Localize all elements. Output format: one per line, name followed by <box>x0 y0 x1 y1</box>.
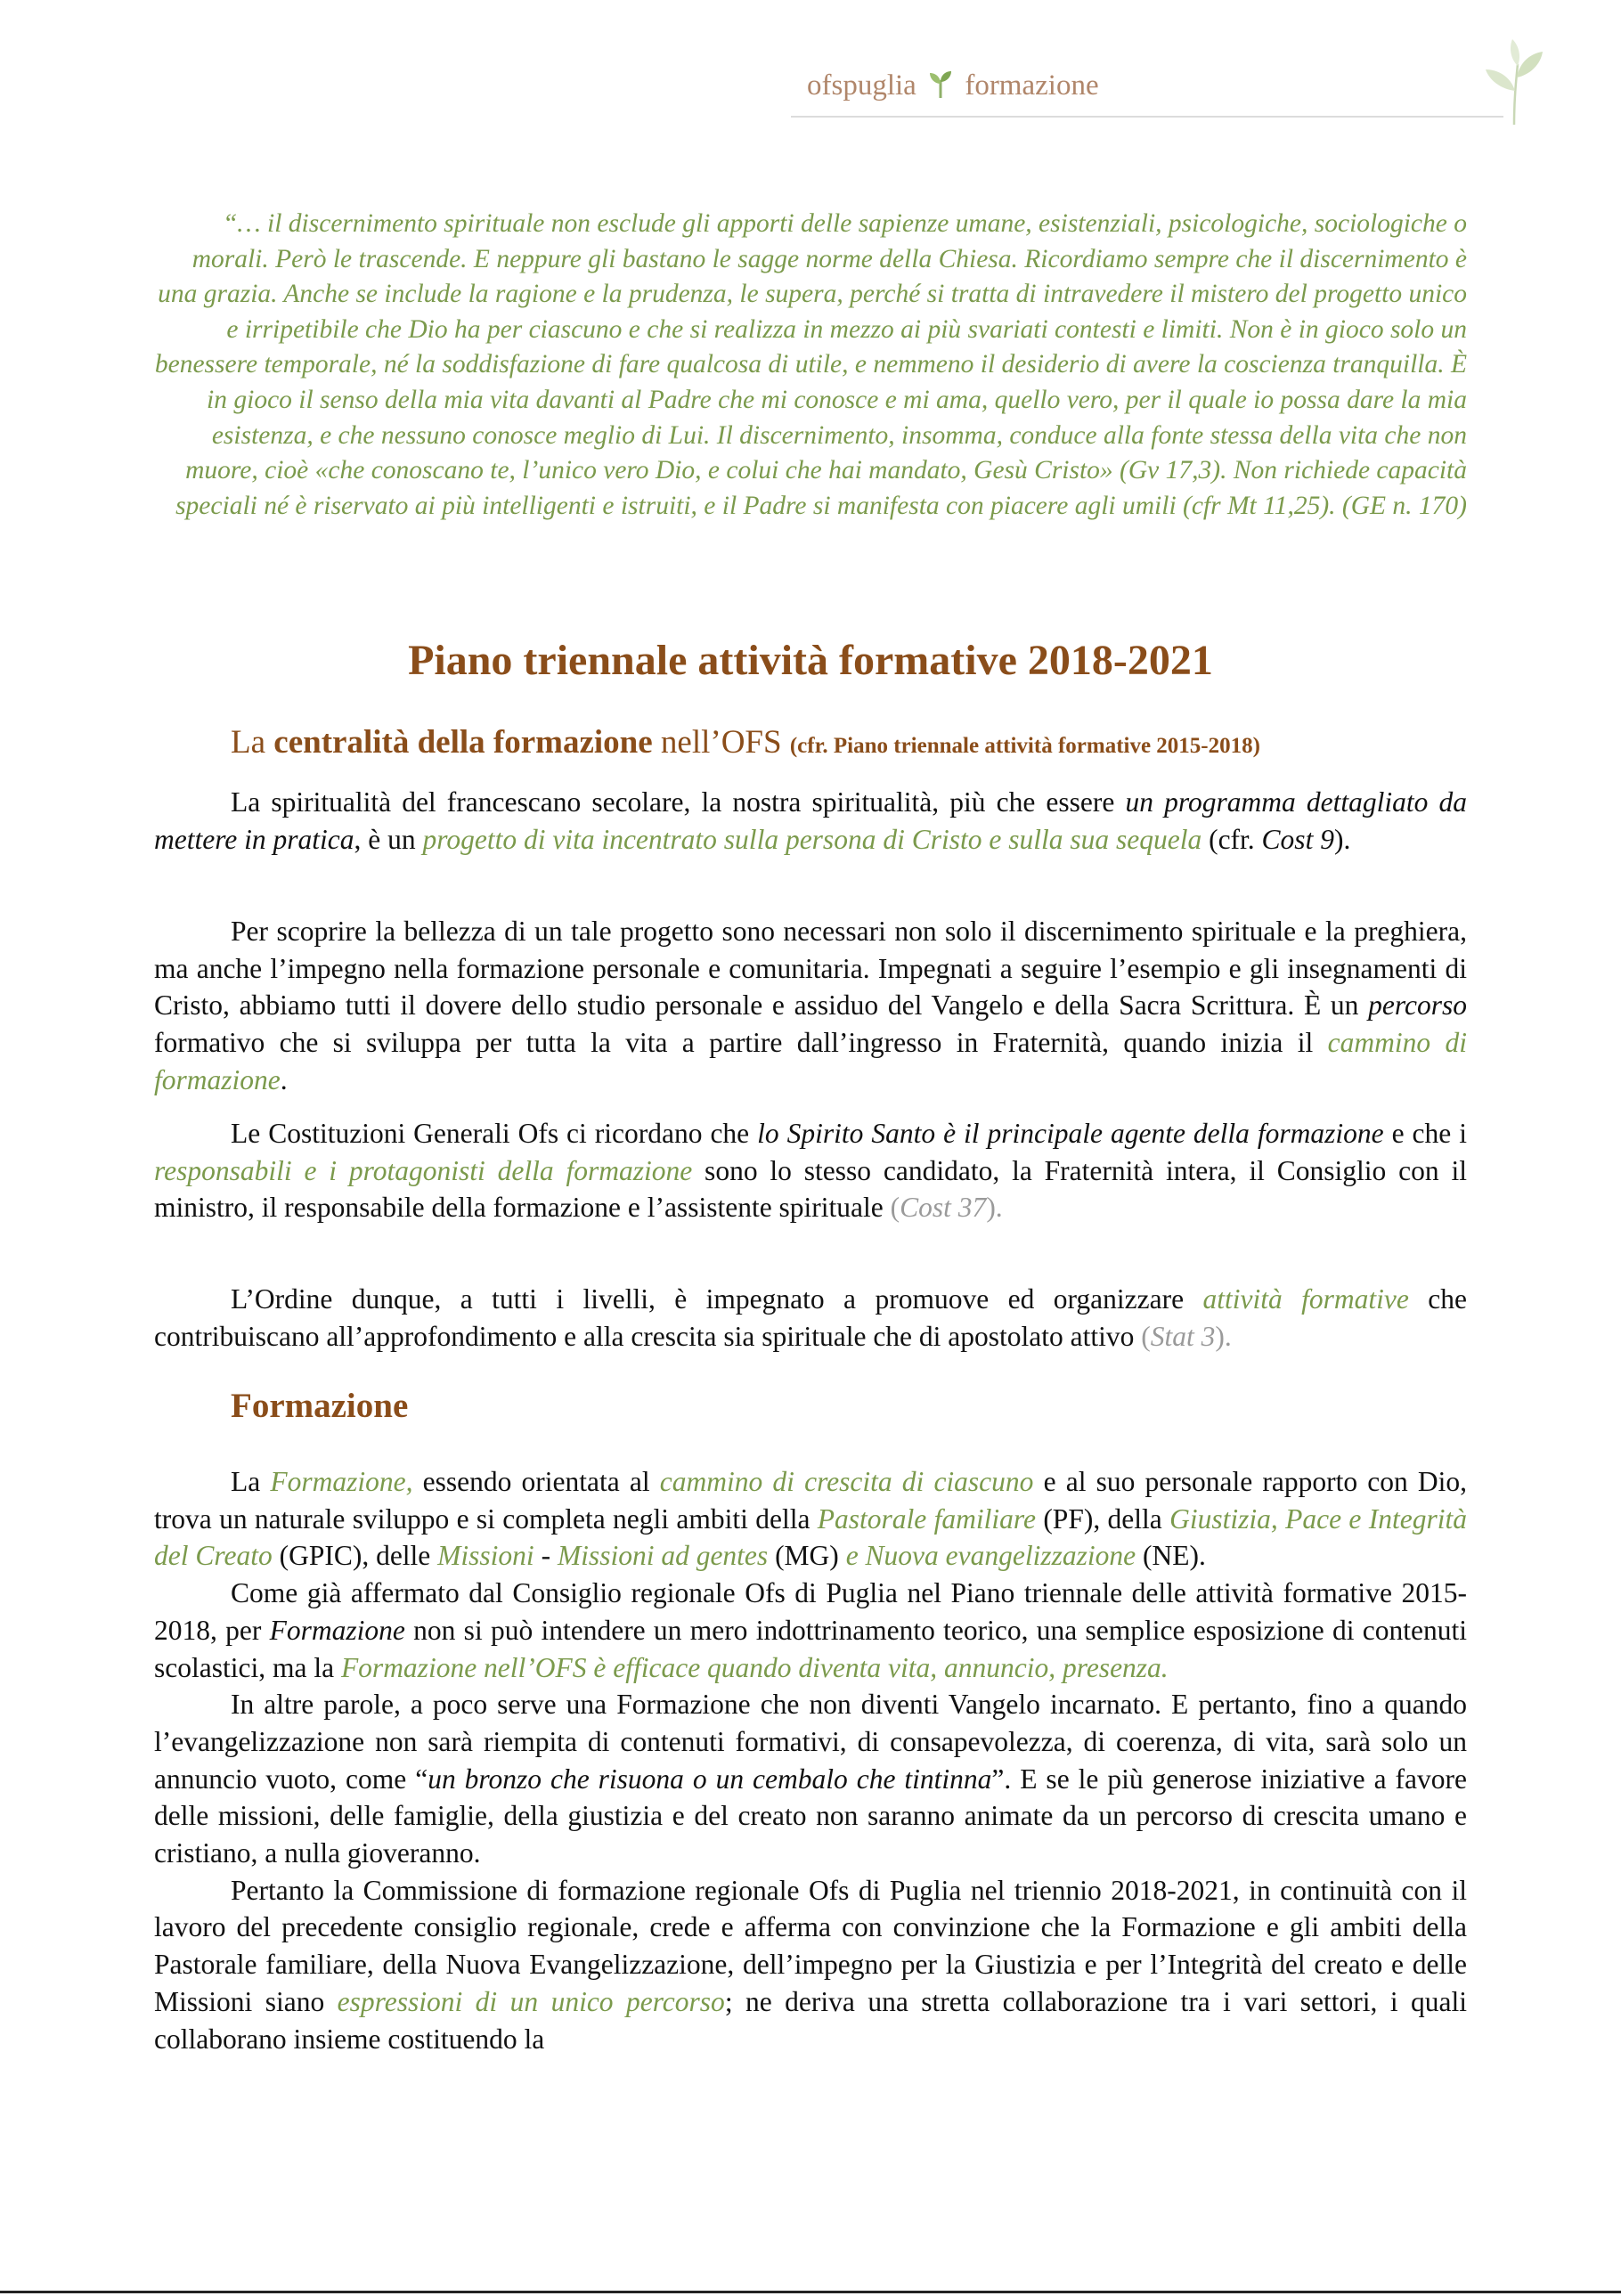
text: Pertanto la Commissione di formazione regionale Ofs di Puglia nel triennio 2018-2021, in continuità con il lavoro del precedente consiglio regionale, crede e afferma con convinzione che la Formazione e gli ambiti della Pastorale familiare, della Nuova Evangelizzazione, dell’impegno per la Giustizia e per l’Integrità del creato e delle Missioni siano <box>154 1874 1467 2017</box>
paragraph-2 <box>154 913 1467 1099</box>
heading-bold-text: centralità della formazione <box>273 724 653 761</box>
text: e che i <box>1383 1118 1467 1149</box>
text: Le Costituzioni Generali Ofs ci ricordano che <box>231 1118 758 1149</box>
text: sono lo stesso candidato, la Fraternità intera, il Consiglio con il ministro, il responsabile della formazione e l’assistente spirituale <box>154 1154 1467 1224</box>
paragraph-3 <box>154 1115 1467 1226</box>
text: ”. E se le più generose iniziative a favore delle missioni, delle famiglie, della giustizia e del creato non saranno animate da un percorso di crescita umano e cristiano, a nulla gioveranno. <box>154 1763 1467 1869</box>
opening-quote: “… il discernimento spirituale non esclude gli apporti delle sapienze umane, esistenziali, psicologiche, sociologiche o morali. Però le trascende. E neppure gli bastano le sagge norme della Chiesa. Ricordiamo sempre che il discernimento è una grazia. Anche se include la ragione e la prudenza, le supera, perché si tratta di intravedere il mistero del progetto unico e irripetibile che Dio ha per ciascuno e che si realizza in mezzo ai più svariati contesti e limiti. Non è in gioco solo un benessere temporale, né la soddisfazione di fare qualcosa di utile, e nemmeno il desiderio di avere la coscienza tranquilla. È in gioco il senso della mia vita davanti al Padre che mi conosce e mi ama, quello vero, per il quale io possa dare la mia esistenza, e che nessuno conosce meglio di Lui. Il discernimento, insomma, conduce alla fonte stessa della vita che non muore, cioè «che conoscano te, l’unico vero Dio, e colui che hai mandato, Gesù Cristo» (Gv 17,3). Non richiede capacità speciali né è riservato ai più intelligenti e istruiti, e il Padre si manifesta con piacere agli umili (cfr Mt 11,25). (GE n. 170) <box>154 209 1467 520</box>
citation: Stat 3 <box>1150 1320 1216 1352</box>
text: (PF), della <box>1035 1502 1170 1535</box>
text: In altre parole, a poco serve una Formazione che non diventi Vangelo incarnato. E pertanto, fino a quando l’evangelizzazione non sarà riempita di contenuti formativi, di consapevolezza, di coerenza, di vita, sarà solo un annuncio vuoto, come “ <box>154 1689 1467 1795</box>
leaf-decoration-icon <box>1478 37 1550 126</box>
emphasis: lo Spirito Santo è il principale agente della formazione <box>757 1118 1384 1149</box>
paragraph-8 <box>154 1872 1467 2058</box>
highlight: responsabili e i protagonisti della formazione <box>154 1154 693 1186</box>
text: Come già affermato dal Consiglio regionale Ofs di Puglia nel Piano triennale delle attività formative 2015-2018, per <box>154 1577 1467 1646</box>
emphasis: percorso <box>1368 989 1467 1022</box>
sprout-icon <box>927 68 954 106</box>
citation: ). <box>986 1192 1003 1224</box>
text: ; ne deriva una stretta collaborazione tra i vari settori, i quali collaborano insieme costituendo la <box>154 1985 1467 2055</box>
text: che contribuiscano all’approfondimento e alla crescita sia spirituale che di apostolato attivo <box>154 1283 1467 1352</box>
text: non si può intendere un mero indottrinamento teorico, una semplice esposizione di contenuti scolastici, ma la <box>154 1614 1467 1683</box>
text: . <box>280 1063 288 1095</box>
page-header <box>791 52 1503 123</box>
paragraph-7 <box>154 1686 1467 1872</box>
citation: ( <box>890 1192 900 1224</box>
highlight: Missioni ad gentes <box>557 1540 769 1572</box>
heading-reference: (cfr. Piano triennale attività formative 2015-2018) <box>789 734 1260 758</box>
brand-right: formazione <box>965 69 1099 102</box>
text: (cfr. <box>1201 823 1262 855</box>
highlight: cammino di crescita di ciascuno <box>659 1466 1034 1497</box>
text: La <box>231 1466 271 1497</box>
emphasis: Formazione <box>269 1614 405 1646</box>
citation: Cost 9 <box>1261 823 1334 855</box>
text: e al suo personale rapporto con Dio, trova un naturale sviluppo e si completa negli ambiti della <box>154 1466 1467 1535</box>
highlight: espressioni di un unico percorso <box>337 1985 725 2017</box>
page-bottom-border <box>0 2291 1621 2293</box>
highlight: cammino di formazione <box>154 1027 1467 1095</box>
paragraph-5 <box>154 1463 1467 1575</box>
heading-text: nell’OFS <box>652 724 790 761</box>
citation: Cost 37 <box>900 1192 987 1224</box>
citation: ). <box>1215 1320 1232 1352</box>
text: - <box>534 1540 558 1572</box>
heading-text: La <box>231 724 274 761</box>
emphasis: un bronzo che risuona o un cembalo che tintinna <box>428 1763 992 1795</box>
paragraph-6 <box>154 1575 1467 1686</box>
text: (GPIC), delle <box>272 1540 438 1572</box>
highlight: Missioni <box>437 1540 534 1572</box>
section-heading-centralita <box>231 723 1260 761</box>
section-heading-formazione: Formazione <box>231 1387 409 1425</box>
text: formativo che si sviluppa per tutta la vita a partire dall’ingresso in Fraternità, quando inizia il <box>154 1027 1328 1059</box>
text: L’Ordine dunque, a tutti i livelli, è impegnato a promuove ed organizzare <box>231 1283 1203 1315</box>
highlight: Formazione nell’OFS è efficace quando diventa vita, annuncio, presenza. <box>340 1651 1169 1683</box>
highlight: Pastorale familiare <box>817 1502 1036 1535</box>
text: Per scoprire la bellezza di un tale progetto sono necessari non solo il discernimento spirituale e la preghiera, ma anche l’impegno nella formazione personale e comunitaria. Impegnati a seguire l’esempio e gli insegnamenti di Cristo, abbiamo tutti il dovere dello studio personale e assiduo del Vangelo e della Sacra Scrittura. È un <box>154 916 1467 1022</box>
text: ). <box>1333 823 1351 855</box>
text: essendo orientata al <box>412 1466 660 1497</box>
text: (MG) <box>768 1540 846 1572</box>
highlight: Formazione, <box>270 1466 413 1497</box>
paragraph-4 <box>154 1281 1467 1355</box>
emphasis: un programma dettagliato da mettere in pratica <box>154 786 1467 855</box>
brand-logo <box>807 68 1099 106</box>
brand-left: ofspuglia <box>807 69 916 102</box>
text: (NE). <box>1136 1540 1206 1572</box>
formazione-section-body <box>154 1463 1467 2057</box>
highlight: attività formative <box>1202 1283 1409 1315</box>
citation: ( <box>1141 1320 1151 1352</box>
header-divider <box>791 116 1503 118</box>
text: , è un <box>354 823 423 855</box>
highlight: Giustizia, Pace e Integrità del Creato <box>154 1502 1467 1572</box>
page-title: Piano triennale attività formative 2018-2021 <box>408 637 1213 684</box>
highlight: progetto di vita incentrato sulla persona di Cristo e sulla sua sequela <box>422 823 1202 855</box>
text: La spiritualità del francescano secolare, la nostra spiritualità, più che essere <box>231 786 1126 818</box>
paragraph-1 <box>154 784 1467 858</box>
highlight: e Nuova evangelizzazione <box>845 1540 1136 1572</box>
